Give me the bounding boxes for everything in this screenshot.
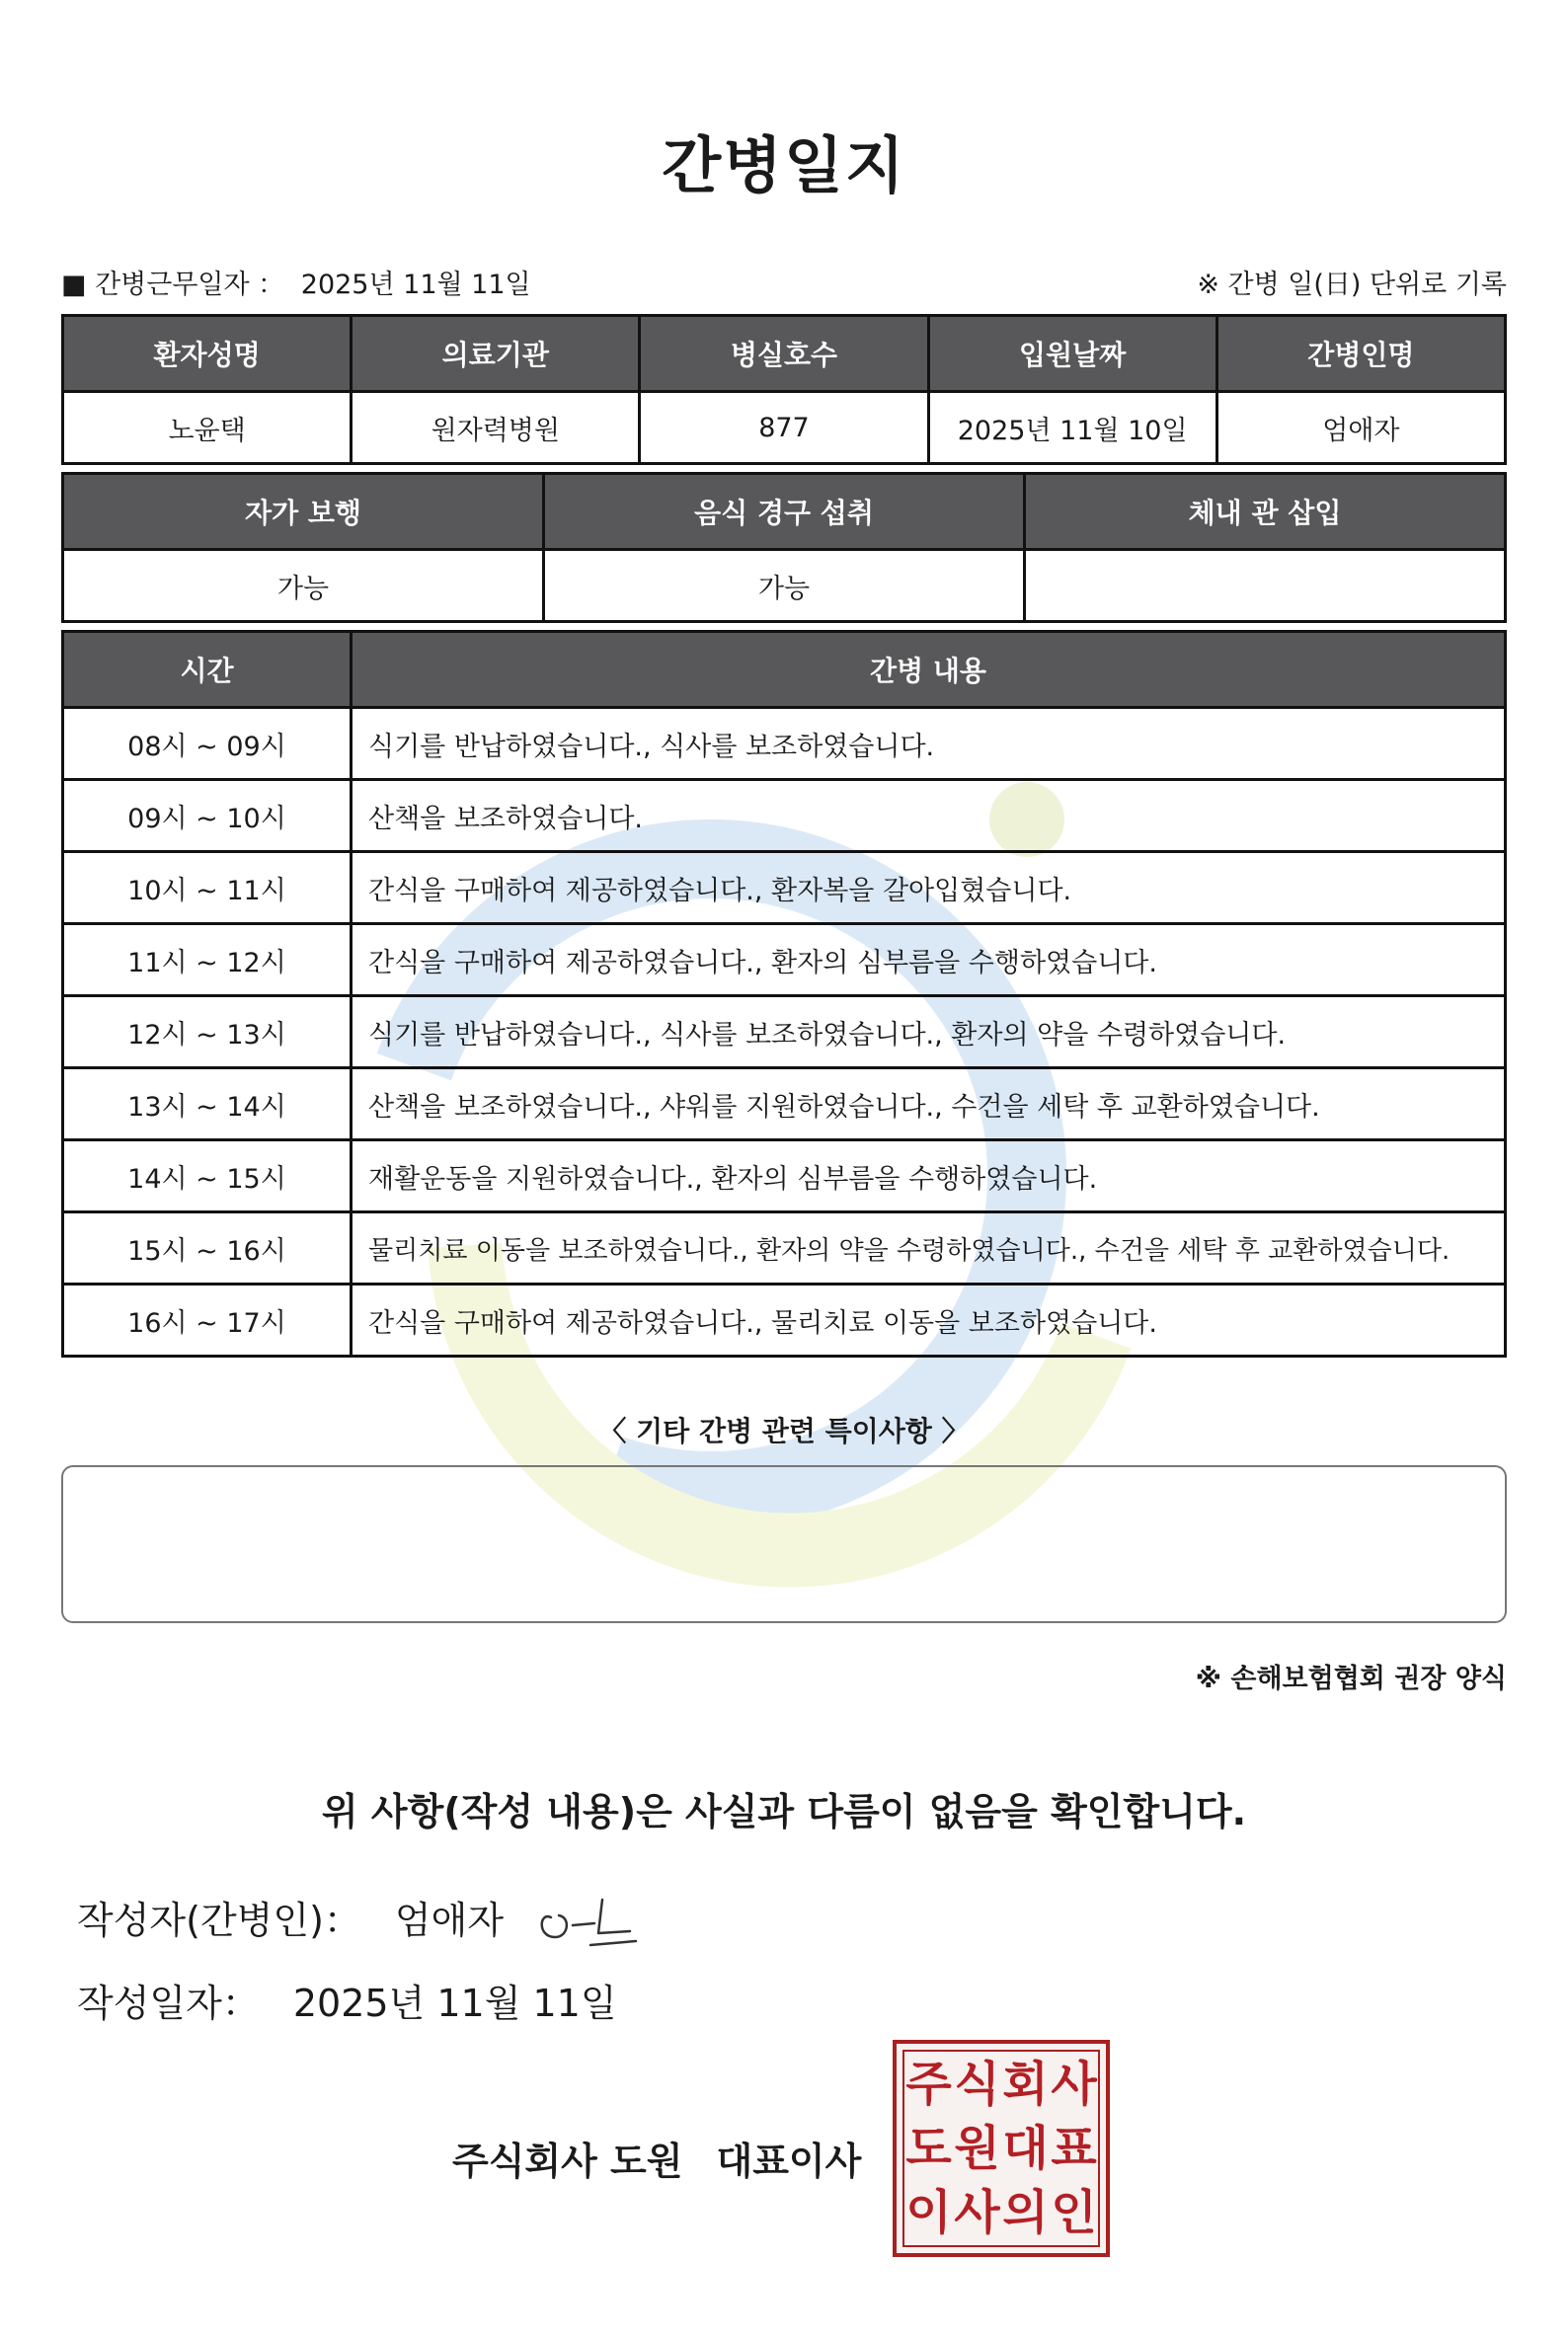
care-log-table (61, 630, 1507, 1358)
page-title: 간병일지 (662, 129, 906, 201)
patient-status-table (61, 472, 1507, 623)
seal-char: 사 (954, 2185, 1000, 2241)
seal-char: 회 (1002, 2056, 1049, 2112)
log-content: 간식을 구매하여 제공하였습니다., 물리치료 이동을 보조하였습니다. (352, 1285, 1506, 1357)
admission-date: 2025년 11월 10일 (928, 392, 1216, 464)
log-content: 산책을 보조하였습니다. (352, 780, 1506, 852)
association-note: ※ 손해보험협회 권장 양식 (1195, 1664, 1507, 1694)
self-walking-value: 가능 (63, 550, 544, 622)
log-time: 14시 ~ 15시 (63, 1140, 352, 1212)
header-time: 시간 (63, 632, 352, 708)
work-date-label: ■ 간병근무일자 ： (61, 270, 285, 300)
seal-char: 표 (1051, 2120, 1097, 2176)
company-ceo-title: 대표이사 (716, 2140, 862, 2183)
log-time: 09시 ~ 10시 (63, 780, 352, 852)
special-notes-title: 〈 기타 간병 관련 특이사항 〉 (598, 1415, 970, 1447)
log-time: 10시 ~ 11시 (63, 852, 352, 924)
seal-char: 의 (1002, 2185, 1049, 2241)
company-line (452, 2131, 861, 2185)
seal-char: 이 (905, 2185, 952, 2241)
seal-char: 대 (1002, 2120, 1049, 2176)
patient-name: 노윤택 (63, 392, 352, 464)
header-care-content: 간병 내용 (352, 632, 1506, 708)
room-number: 877 (640, 392, 928, 464)
header-admission-date: 입원날짜 (928, 316, 1216, 392)
patient-info-table (61, 314, 1507, 465)
seal-char: 식 (954, 2056, 1000, 2112)
table-row (63, 780, 1506, 852)
table-row (63, 852, 1506, 924)
header-self-walking: 자가 보행 (63, 474, 544, 550)
confirmation-statement: 위 사항(작성 내용)은 사실과 다름이 없음을 확인합니다. (321, 1790, 1247, 1833)
seal-char: 원 (954, 2120, 1000, 2176)
header-tube-insertion: 체내 관 삽입 (1025, 474, 1506, 550)
table-row (63, 996, 1506, 1068)
log-time: 15시 ~ 16시 (63, 1212, 352, 1285)
written-date-line (77, 1973, 617, 2027)
log-content: 재활운동을 지원하였습니다., 환자의 심부름을 수행하였습니다. (352, 1140, 1506, 1212)
table-row (63, 1068, 1506, 1140)
log-content: 간식을 구매하여 제공하였습니다., 환자의 심부름을 수행하였습니다. (352, 924, 1506, 996)
log-time: 16시 ~ 17시 (63, 1285, 352, 1357)
work-date-value: 2025년 11월 11일 (300, 270, 531, 300)
writer-name: 엄애자 (394, 1899, 505, 1942)
seal-grid (902, 2050, 1100, 2247)
table-row (63, 924, 1506, 996)
work-date-line (61, 263, 531, 301)
log-time: 08시 ~ 09시 (63, 708, 352, 780)
hospital-name: 원자력병원 (352, 392, 640, 464)
log-time: 12시 ~ 13시 (63, 996, 352, 1068)
special-notes-box (61, 1465, 1507, 1623)
log-content: 간식을 구매하여 제공하였습니다., 환자복을 갈아입혔습니다. (352, 852, 1506, 924)
table-row (63, 1140, 1506, 1212)
seal-char: 사 (1051, 2056, 1097, 2112)
written-date-label: 작성일자： (77, 1982, 260, 2025)
log-time: 11시 ~ 12시 (63, 924, 352, 996)
oral-intake-value: 가능 (544, 550, 1025, 622)
writer-line (77, 1890, 504, 1944)
table-row (63, 1285, 1506, 1357)
daily-record-note: ※ 간병 일(日) 단위로 기록 (1197, 270, 1507, 300)
log-content: 물리치료 이동을 보조하였습니다., 환자의 약을 수령하였습니다., 수건을 세탁 후 교환하였습니다. (352, 1212, 1506, 1285)
seal-char: 인 (1051, 2185, 1097, 2241)
log-content: 식기를 반납하였습니다., 식사를 보조하였습니다. (352, 708, 1506, 780)
written-date-value: 2025년 11월 11일 (292, 1982, 617, 2025)
caregiver-name: 엄애자 (1216, 392, 1505, 464)
header-patient-name: 환자성명 (63, 316, 352, 392)
company-name: 주식회사 도원 (452, 2140, 683, 2183)
log-content: 산책을 보조하였습니다., 샤워를 지원하였습니다., 수건을 세탁 후 교환하였습니다. (352, 1068, 1506, 1140)
header-hospital: 의료기관 (352, 316, 640, 392)
seal-char: 도 (905, 2120, 952, 2176)
log-time: 13시 ~ 14시 (63, 1068, 352, 1140)
header-room-number: 병실호수 (640, 316, 928, 392)
header-caregiver-name: 간병인명 (1216, 316, 1505, 392)
log-content: 식기를 반납하였습니다., 식사를 보조하였습니다., 환자의 약을 수령하였습니다. (352, 996, 1506, 1068)
company-seal-stamp (893, 2040, 1110, 2257)
tube-insertion-value (1025, 550, 1506, 622)
table-row (63, 708, 1506, 780)
table-row (63, 1212, 1506, 1285)
seal-char: 주 (905, 2056, 952, 2112)
header-oral-intake: 음식 경구 섭취 (544, 474, 1025, 550)
handwritten-signature (533, 1882, 652, 1961)
writer-label: 작성자(간병인)： (77, 1899, 361, 1942)
